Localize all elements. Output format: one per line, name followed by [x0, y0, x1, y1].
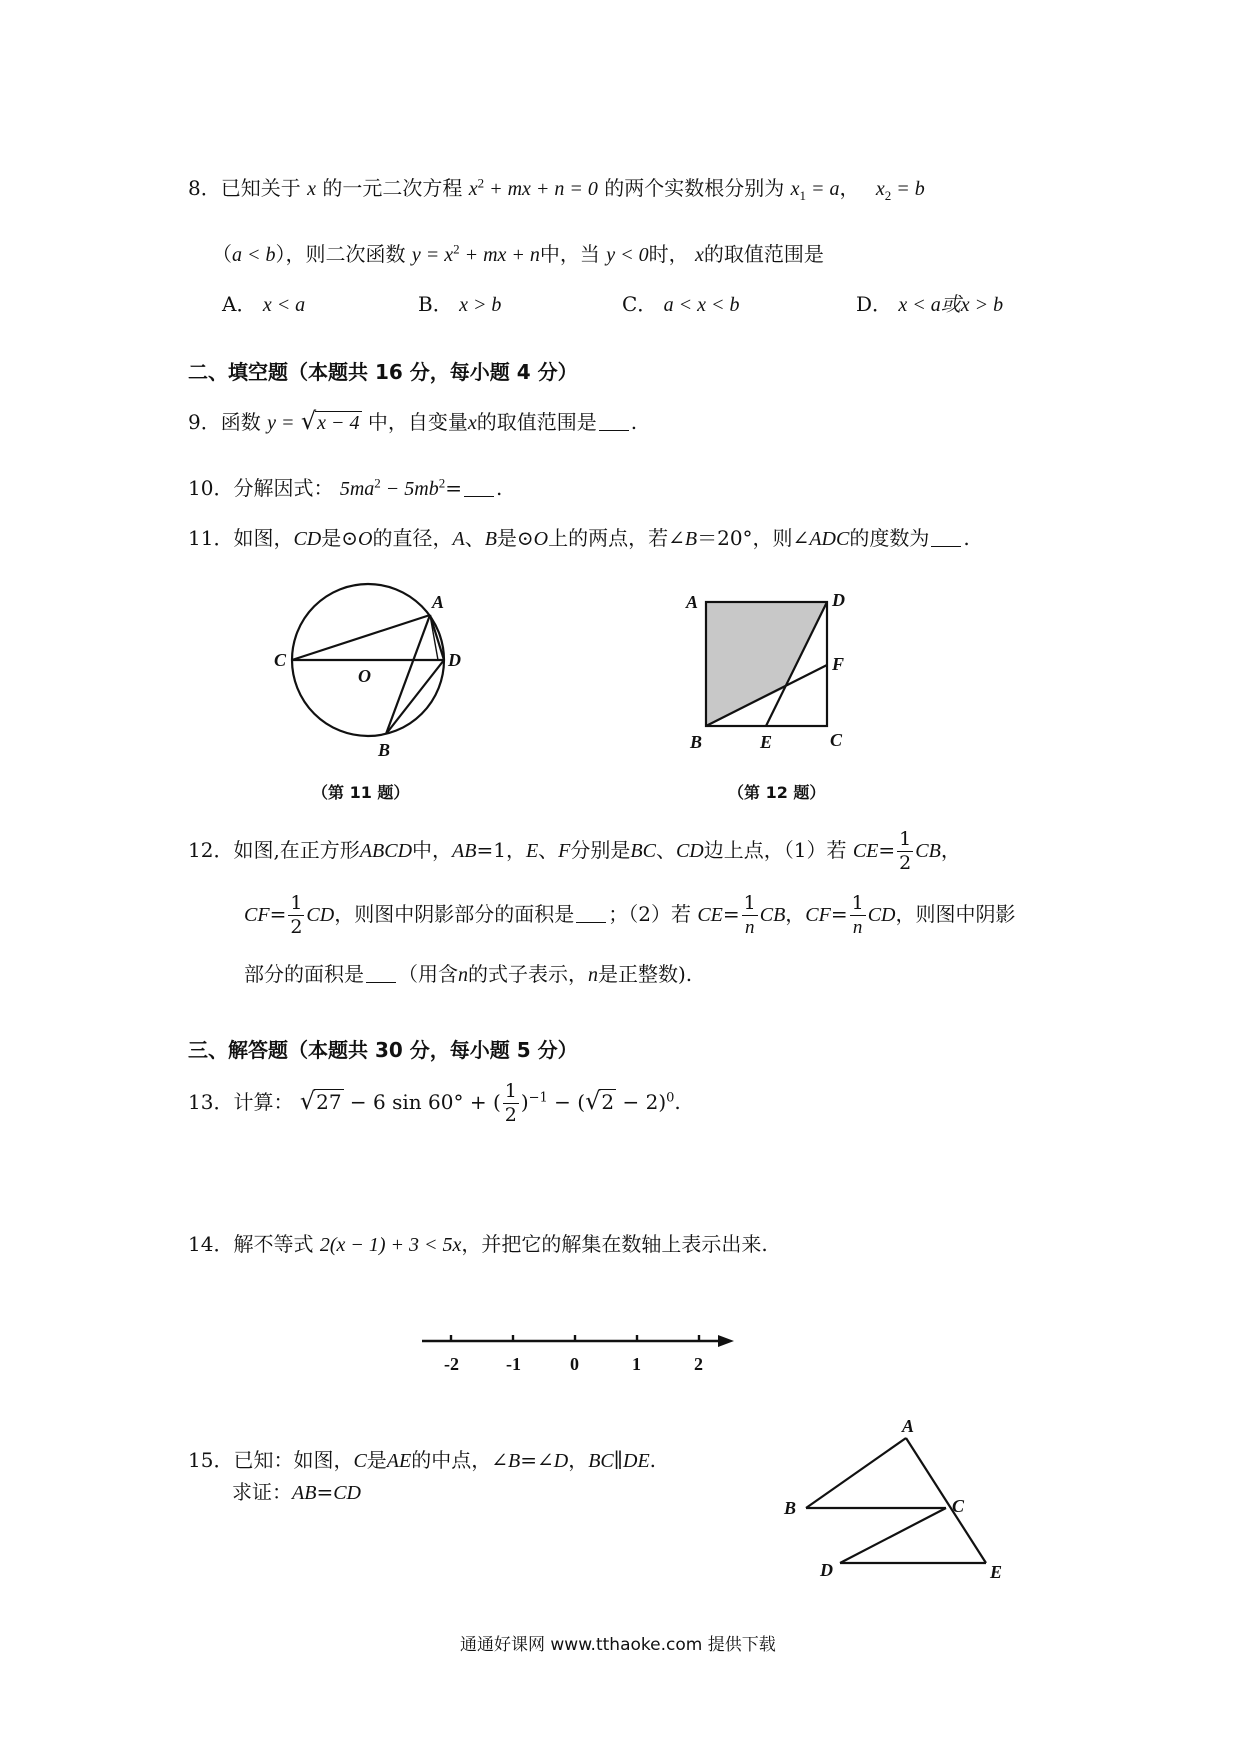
q8-text: 的取值范围是: [703, 242, 824, 266]
label-d: D: [832, 590, 845, 610]
q8-equation: $x^2$ + mx + n = 0: [468, 175, 598, 200]
label-a: A: [686, 592, 699, 612]
q8-var: x: [695, 244, 704, 266]
q8-text: 时，: [648, 242, 689, 266]
q10-answer-blank[interactable]: [464, 478, 494, 497]
label-d: D: [448, 650, 461, 670]
number-line: [420, 1328, 740, 1378]
section-3-title: 三、解答题（本题共 30 分，每小题 5 分）: [188, 1038, 578, 1062]
segment-ab: [806, 1438, 906, 1508]
q8-function: $y = x^2$ + mx + n: [411, 241, 540, 266]
label-a: A: [902, 1420, 915, 1436]
q8-option-b[interactable]: B． x > b: [418, 292, 502, 316]
q10: 10．分解因式： $5ma^2 - 5mb^2=$ .: [188, 475, 503, 500]
q12-line2: CF= $\frac{1}{2}$ CD，则图中阴影部分的面积是 ；（2）若 CE= $\frac{1}{n}$ CB，CF= $\frac{1}{n}$ CD，则图中阴影: [244, 892, 1016, 938]
label-e: E: [990, 1562, 1003, 1582]
figure-15: [770, 1420, 1030, 1600]
q8-condition: a < b: [232, 244, 276, 266]
tick-label-neg2: -2: [444, 1354, 459, 1374]
label-o: O: [358, 666, 371, 686]
q15-line1: 15．已知：如图，C是AE的中点，∠B=∠D，BC∥DE.: [188, 1448, 657, 1472]
label-b: B: [690, 732, 703, 752]
q8-root2: $x_2 = b$: [875, 178, 925, 203]
q9-radicand: x − 4: [317, 412, 360, 434]
label-c: C: [274, 650, 287, 670]
q14-inequality: 2(x − 1) + 3 < 5x: [319, 1234, 462, 1256]
figure-12: [680, 582, 860, 762]
q12-line3: 部分的面积是 （用含n的式子表示，n是正整数).: [244, 962, 693, 986]
q8-option-a[interactable]: A． x < a: [222, 292, 306, 316]
tick-label-2: 2: [694, 1354, 703, 1374]
label-e: E: [760, 732, 773, 752]
q8-root1: $x_1 = a$: [790, 178, 840, 203]
q8-option-d[interactable]: D． x < a或x > b: [856, 292, 1004, 316]
label-b: B: [378, 740, 391, 758]
chord-ab: [386, 615, 430, 734]
tick-label-0: 0: [570, 1354, 579, 1374]
q11-answer-blank[interactable]: [931, 528, 961, 547]
q13: 13．计算： √27 − 6 sin 60° + ( $\frac{1}{2}$ )$^{-1} - (√2 - 2)^0$.: [188, 1080, 681, 1126]
segment-ae: [906, 1438, 986, 1563]
q8-line2: （a < b），则二次函数 $y = x^2$ + mx + n中，当 y < 0时， x的取值范围是: [212, 241, 824, 266]
q8-text: 的两个实数根分别为: [604, 176, 785, 200]
chord-ca: [292, 615, 430, 660]
q8-var: x: [307, 178, 316, 200]
q8-line1: 8．已知关于 x 的一元二次方程 $x^2$ + mx + n = 0 的两个实数根分别为 $x_1 = a$， $x_2 = b$: [188, 175, 925, 203]
tick-label-1: 1: [632, 1354, 641, 1374]
label-d: D: [820, 1560, 833, 1580]
q8-text: 的一元二次方程: [322, 176, 463, 200]
figure-11-caption: （第 11 题）: [312, 783, 410, 802]
q8-text: 已知关于: [220, 176, 301, 200]
q14: 14．解不等式 2(x − 1) + 3 < 5x，并把它的解集在数轴上表示出来.: [188, 1232, 768, 1256]
tick-label-neg1: -1: [506, 1354, 521, 1374]
figure-12-caption: （第 12 题）: [728, 783, 826, 802]
segment-cd: [840, 1508, 946, 1563]
label-a: A: [432, 592, 445, 612]
label-c: C: [830, 730, 843, 750]
label-c: C: [952, 1496, 965, 1516]
q9: 9．函数 y = √x − 4 中，自变量x的取值范围是 .: [188, 407, 638, 435]
q12-blank-2[interactable]: [366, 964, 396, 983]
number-line-arrow: [718, 1335, 734, 1347]
shaded-region: [706, 602, 827, 726]
footer-text: 通通好课网 www.tthaoke.com 提供下载: [460, 1635, 776, 1655]
q12-blank-1[interactable]: [576, 904, 606, 923]
q8-text: ），则二次函数: [275, 242, 406, 266]
q11: 11．如图，CD是⊙O的直径，A、B是⊙O上的两点，若∠B＝20°，则∠ADC的度数为 .: [188, 526, 970, 550]
q12-line1: 12．如图,在正方形ABCD中，AB=1，E、F分别是BC、CD边上点，（1）若 CE= $\frac{1}{2}$ CB，: [188, 828, 961, 874]
section-2-title: 二、填空题（本题共 16 分，每小题 4 分）: [188, 360, 578, 384]
q8-text: 中，当: [539, 242, 600, 266]
q8-ylt: y < 0: [606, 244, 649, 266]
figure-11: [260, 578, 480, 758]
q9-answer-blank[interactable]: [599, 412, 629, 431]
q8-number: 8．: [188, 176, 221, 200]
label-b: B: [784, 1498, 797, 1518]
q8-option-c[interactable]: C． a < x < b: [622, 292, 740, 316]
label-f: F: [832, 654, 845, 674]
q15-line2: 求证：AB=CD: [232, 1480, 361, 1504]
